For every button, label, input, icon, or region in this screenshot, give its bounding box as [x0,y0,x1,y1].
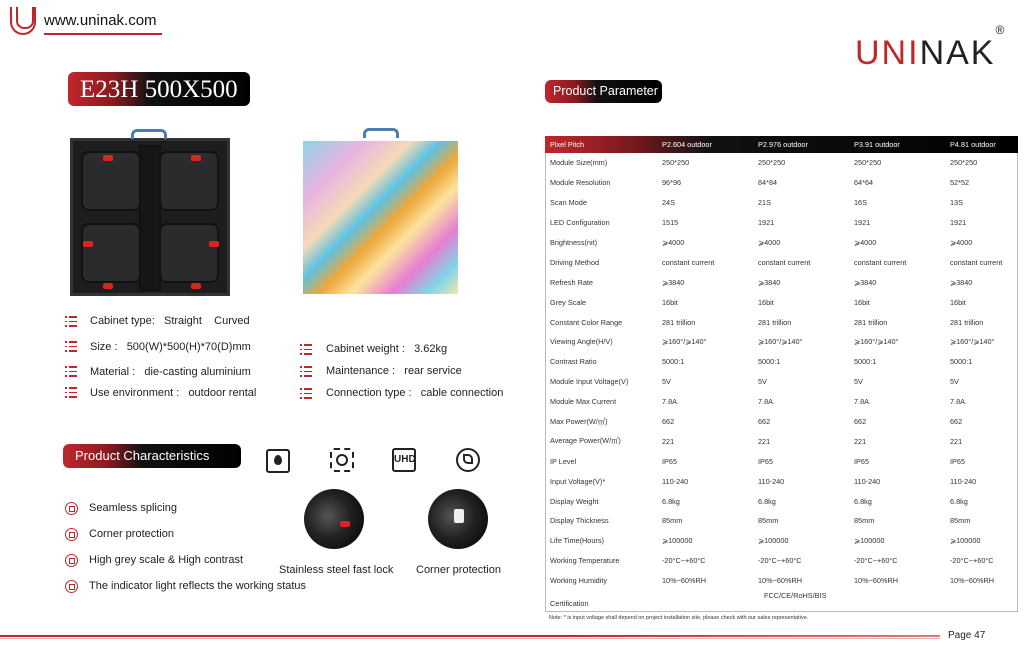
table-row [545,511,1018,531]
uninak-logo-icon [10,7,36,35]
parameter-table [545,136,1018,610]
row-label: IP Level [550,456,577,466]
table-cell: ⩾100000 [854,536,885,546]
table-cell: 281 trillion [758,317,792,327]
uhd-icon: UHD [392,448,416,472]
table-cell: IP65 [758,456,774,466]
table-cell: 6.8kg [854,496,872,506]
row-label: Display Thickness [550,516,609,526]
row-label: Refresh Rate [550,277,593,287]
table-cell: 16bit [950,297,966,307]
row-label: Module Input Voltage(V) [550,377,629,387]
row-label: Certification [550,599,589,609]
table-cell: 10%~60%RH [758,576,803,586]
table-header-cell: P2.976 outdoor [758,140,808,149]
table-row [545,173,1018,193]
table-row [545,193,1018,213]
list-icon [300,388,312,399]
table-cell: 13S [950,198,963,208]
footer-line-thin [0,638,940,639]
table-cell: 16bit [758,297,774,307]
table-cell: constant current [950,257,1003,267]
row-label: Input Voltage(V)* [550,476,606,486]
table-cell: -20°C~+60°C [662,556,706,566]
table-cell: ⩾160°/⩾140° [950,337,995,347]
spec-cabinet-weight: Cabinet weight : 3.62kg [326,343,448,355]
table-cell: ⩾100000 [950,536,981,546]
table-cell: 250*250 [758,158,786,168]
table-cell: ⩾160°/⩾140° [662,337,707,347]
table-cell: 1921 [758,218,775,228]
row-label: Contrast Ratio [550,357,597,367]
table-row [545,213,1018,233]
fast-lock-image [304,489,364,549]
characteristic-item: Seamless splicing [89,502,178,514]
table-cell: 6.8kg [662,496,680,506]
table-row [545,471,1018,491]
row-label: Display Weight [550,496,599,506]
table-row [545,571,1018,591]
table-cell: 5000:1 [950,357,973,367]
row-label: Module Size(mm) [550,158,608,168]
table-cell: 1921 [854,218,871,228]
table-cell: 1515 [662,218,679,228]
table-cell: 10%~60%RH [662,576,707,586]
table-row [545,292,1018,312]
table-row [545,412,1018,432]
table-cell: ⩾4000 [950,238,973,247]
feature-icon [65,528,78,541]
table-row [545,551,1018,571]
table-cell: 110-240 [662,476,689,486]
row-label: Working Temperature [550,556,620,566]
site-underline [44,33,162,35]
table-cell: 221 [758,436,771,446]
feature-icon [65,580,78,593]
corner-protection-image [428,489,488,549]
footer-line [0,635,940,637]
table-cell: 662 [758,417,771,427]
list-icon [65,341,77,352]
spec-maintenance: Maintenance : rear service [326,365,462,377]
table-cell: 5000:1 [854,357,877,367]
table-note: Note: * is input voltage shall depend on project installation site, please check with our sales representative. [549,615,809,621]
table-cell: 1921 [950,218,967,228]
table-row [545,491,1018,511]
site-url[interactable]: www.uninak.com [44,12,157,29]
table-cell: 10%~60%RH [854,576,899,586]
table-cell: 110-240 [854,476,881,486]
table-cell: 5000:1 [758,357,781,367]
characteristics-title: Product Characteristics [63,444,241,468]
feature-icon [65,502,78,515]
table-cell: 281 trillion [950,317,984,327]
spec-size: Size : 500(W)*500(H)*70(D)mm [90,341,251,353]
table-cell: 5V [758,377,767,387]
table-cell: 7.8A [662,397,678,407]
cabinet-front-image [303,141,458,294]
characteristic-item: Corner protection [89,528,174,540]
table-cell: -20°C~+60°C [854,556,898,566]
parameter-title: Product Parameter [545,80,662,103]
table-cell: 281 trillion [854,317,888,327]
table-cell: constant current [854,257,907,267]
table-cell: 5000:1 [662,357,685,367]
table-header-cell: P4.81 outdoor [950,140,996,149]
table-cell: 96*96 [662,178,682,188]
corner-protection-caption: Corner protection [416,564,501,576]
table-cell: ⩾160°/⩾140° [854,337,899,347]
table-cell: 662 [854,417,867,427]
feature-icon [65,554,78,567]
table-row [545,392,1018,412]
table-cell: 85mm [950,516,971,526]
cabinet-back-image [70,138,230,296]
table-cell: ⩾100000 [662,536,693,546]
table-cell: 662 [950,417,963,427]
table-cell: 250*250 [662,158,690,168]
table-cell: ⩾100000 [758,536,789,546]
row-label: Working Humidity [550,576,608,586]
row-label: Life Time(Hours) [550,536,604,546]
row-label: Module Max Current [550,397,617,407]
brand-logo: UNINAK® [855,22,1007,72]
table-cell: -20°C~+60°C [950,556,994,566]
table-cell: 662 [662,417,675,427]
row-label: Module Resolution [550,178,611,188]
model-title: E23H 500X500 [68,72,250,106]
focus-icon [330,448,354,472]
row-label: Average Power(W/㎡) [550,436,621,446]
table-cell: 85mm [854,516,875,526]
table-header-cell: P3.91 outdoor [854,140,900,149]
table-cell: -20°C~+60°C [758,556,802,566]
table-row [545,272,1018,292]
table-cell: ⩾4000 [854,238,877,247]
table-cell: 7.8A [854,397,870,407]
table-cell: IP65 [854,456,870,466]
table-cell: 110-240 [758,476,785,486]
table-row [545,332,1018,352]
characteristic-item: High grey scale & High contrast [89,554,244,566]
table-cell: 16bit [854,297,870,307]
table-cell: IP65 [662,456,678,466]
table-cell: 221 [662,436,675,446]
table-cell: constant current [662,257,715,267]
table-cell: 10%~60%RH [950,576,995,586]
table-cell: 24S [662,198,675,208]
table-cell: ⩾3840 [758,277,781,287]
table-row [545,451,1018,471]
table-header-cell: Pixel Pitch [550,140,585,149]
table-cell: 281 trillion [662,317,696,327]
page-number: Page 47 [948,630,986,641]
table-cell: 5V [854,377,863,387]
table-cell: 16S [854,198,867,208]
row-label: Brightness(nit) [550,238,598,247]
list-icon [300,344,312,355]
table-cell: 84*84 [758,178,778,188]
fast-lock-caption: Stainless steel fast lock [279,564,394,576]
table-cell: ⩾4000 [758,238,781,247]
table-cell: ⩾3840 [854,277,877,287]
spec-material: Material : die-casting aluminium [90,366,251,378]
table-cell: ⩾4000 [662,238,685,247]
table-row [545,312,1018,332]
table-cell: 52*52 [950,178,970,188]
table-row [545,352,1018,372]
table-row [545,233,1018,253]
table-cell: 7.8A [758,397,774,407]
table-cell: constant current [758,257,811,267]
row-label: Driving Method [550,257,600,267]
table-cell: 6.8kg [950,496,968,506]
table-row [545,372,1018,392]
table-cell: 85mm [662,516,683,526]
table-row [545,153,1018,173]
table-cell: 5V [950,377,959,387]
table-cell: 5V [662,377,671,387]
list-icon [65,387,77,398]
table-cell: 85mm [758,516,779,526]
table-cell: ⩾3840 [662,277,685,287]
table-cell: ⩾3840 [950,277,973,287]
spec-cabinet-type: Cabinet type: Straight Curved [90,315,250,327]
table-cell: 16bit [662,297,678,307]
table-row [545,531,1018,551]
table-row [545,252,1018,272]
list-icon [65,366,77,377]
table-row-certification [545,591,1018,611]
list-icon [65,316,77,327]
spec-use-environment: Use environment : outdoor rental [90,387,257,399]
characteristic-item: The indicator light reflects the working status [89,580,307,592]
table-cell: 7.8A [950,397,966,407]
table-header-row [545,136,1018,153]
row-label: Max Power(W/㎡) [550,416,608,426]
table-cell: 250*250 [950,158,978,168]
table-cell: 21S [758,198,771,208]
table-cell: 64*64 [854,178,874,188]
table-cell: 221 [854,436,867,446]
spec-connection-type: Connection type : cable connection [326,387,504,399]
certification-value: FCC/CE/RoHS/BIS [764,590,827,600]
table-cell: 110-240 [950,476,977,486]
row-label: Grey Scale [550,297,587,307]
waterproof-icon [266,449,290,473]
leaf-icon [456,448,480,472]
table-cell: ⩾160°/⩾140° [758,337,803,347]
table-header-cell: P2.604 outdoor [662,140,712,149]
list-icon [300,366,312,377]
table-cell: IP65 [950,456,966,466]
table-cell: 6.8kg [758,496,776,506]
row-label: Viewing Angle(H/V) [550,337,613,347]
table-cell: 250*250 [854,158,882,168]
row-label: LED Configuration [550,218,610,228]
row-label: Constant Color Range [550,317,623,327]
table-cell: 221 [950,436,963,446]
row-label: Scan Mode [550,198,587,208]
table-row [545,431,1018,451]
